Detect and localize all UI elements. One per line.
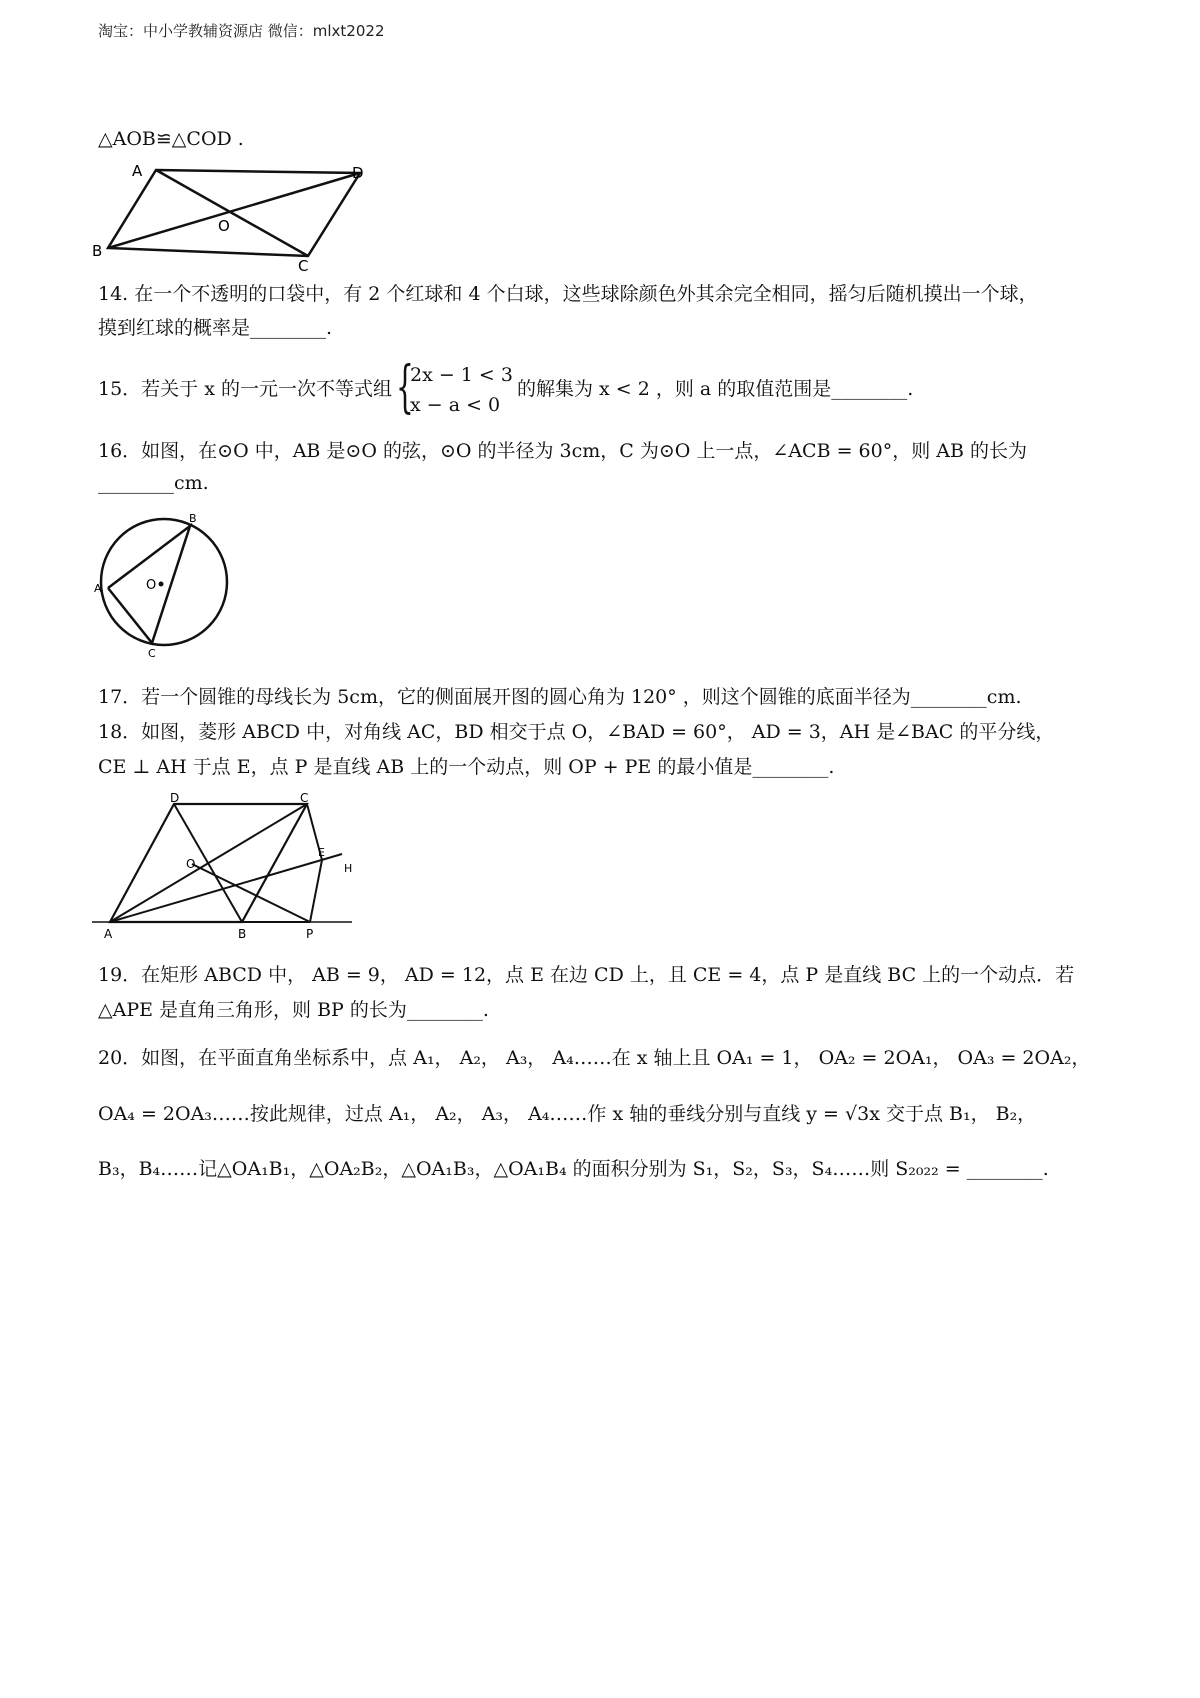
label-C: C — [298, 257, 309, 275]
q18-line1: 18．如图，菱形 ABCD 中，对角线 AC，BD 相交于点 O，∠BAD = 60°， AD = 3，AH 是∠BAC 的平分线， — [98, 721, 1055, 743]
q15 — [98, 355, 914, 420]
q17: 17．若一个圆锥的母线长为 5cm，它的侧面展开图的圆心角为 120° ，则这个圆锥的底面半径为________cm. — [98, 686, 1022, 708]
figure-circle — [92, 510, 232, 660]
label-A: A — [104, 927, 113, 941]
q16-line1: 16．如图，在⊙O 中，AB 是⊙O 的弦，⊙O 的半径为 3cm，C 为⊙O 上一点，∠ACB = 60°，则 AB 的长为 — [98, 440, 1027, 462]
label-B: B — [92, 242, 103, 260]
inequality-1: 2x − 1 < 3 — [409, 364, 513, 386]
label-B: B — [189, 512, 197, 525]
q20-line1: 20．如图，在平面直角坐标系中，点 A₁， A₂， A₃， A₄……在 x 轴上且 OA₁ = 1， OA₂ = 2OA₁， OA₃ = 2OA₂， — [98, 1047, 1091, 1069]
brace: { — [395, 355, 414, 420]
inequality-system — [395, 355, 513, 420]
label-O: O — [218, 217, 230, 235]
label-A: A — [94, 582, 102, 595]
q14-line2: 摸到红球的概率是________. — [98, 317, 333, 339]
label-D: D — [352, 164, 364, 182]
q20-line2: OA₄ = 2OA₃……按此规律，过点 A₁， A₂， A₃， A₄……作 x 轴的垂线分别与直线 y = √3x 交于点 B₁， B₂， — [98, 1103, 1037, 1125]
inequality-2: x − a < 0 — [409, 394, 501, 416]
label-P: P — [306, 927, 314, 941]
label-O: O — [146, 578, 157, 593]
q13-conclusion: △AOB≌△COD . — [98, 128, 244, 150]
label-B: B — [238, 927, 247, 941]
q18-line2: CE ⊥ AH 于点 E，点 P 是直线 AB 上的一个动点，则 OP + PE 的最小值是________. — [98, 756, 835, 778]
label-E: E — [318, 846, 325, 859]
label-D: D — [170, 792, 180, 805]
figure-rhombus — [92, 792, 362, 942]
q19-line1: 19．在矩形 ABCD 中， AB = 9， AD = 12，点 E 在边 CD 上，且 CE = 4，点 P 是直线 BC 上的一个动点．若 — [98, 964, 1075, 986]
q15-after: 的解集为 x < 2 ，则 a 的取值范围是________. — [516, 378, 914, 400]
q14-line1: 14. 在一个不透明的口袋中，有 2 个红球和 4 个白球，这些球除颜色外其余完全相同，摇匀后随机摸出一个球， — [98, 283, 1038, 305]
q20-line3: B₃，B₄……记△OA₁B₁，△OA₂B₂，△OA₁B₃，△OA₁B₄ 的面积分别为 S₁，S₂，S₃，S₄……则 S₂₀₂₂ = ________. — [98, 1158, 1049, 1180]
label-A: A — [132, 162, 143, 180]
figure-parallelogram — [90, 156, 380, 276]
q16-line2: ________cm. — [98, 472, 209, 494]
label-H: H — [344, 862, 353, 875]
label-C: C — [300, 792, 309, 805]
q19-line2: △APE 是直角三角形，则 BP 的长为________. — [98, 999, 489, 1021]
label-O: O — [186, 857, 196, 871]
page-header: 淘宝：中小学教辅资源店 微信：mlxt2022 — [98, 22, 385, 40]
q15-before: 15．若关于 x 的一元一次不等式组 — [98, 378, 392, 400]
label-C: C — [148, 647, 156, 660]
